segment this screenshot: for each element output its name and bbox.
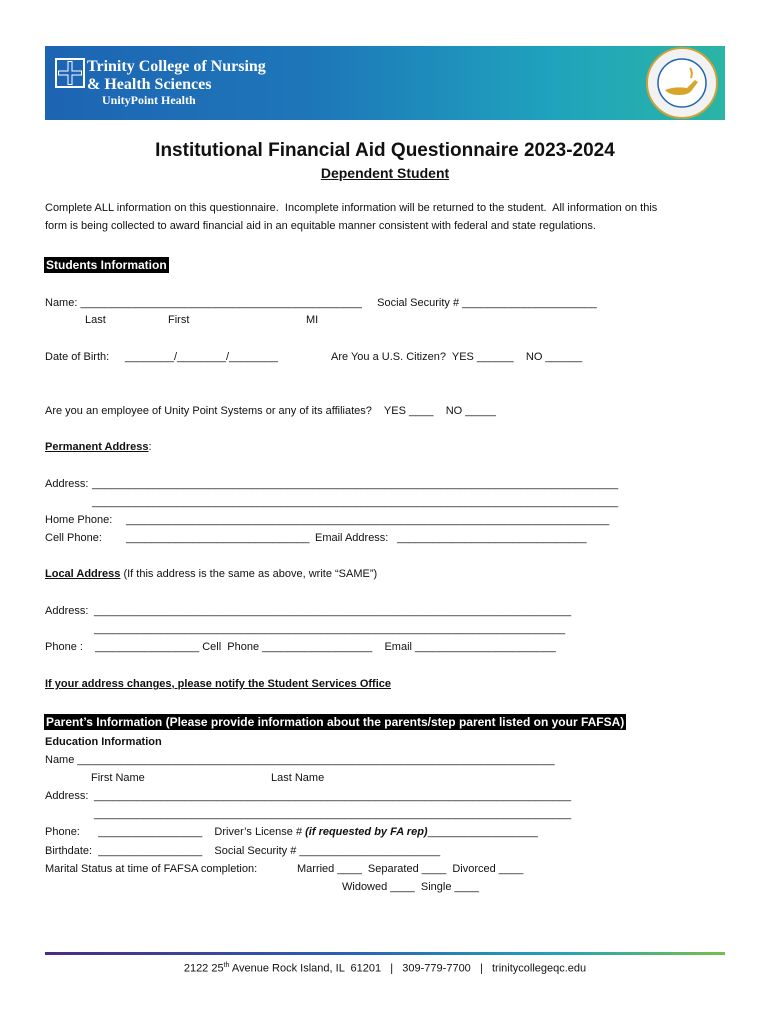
parent-phone-text: Phone: _________________ Driver’s License #	[45, 826, 306, 838]
page-title: Institutional Financial Aid Questionnaire 2023-2024	[155, 140, 615, 161]
parent-address-field[interactable]: ______________________________________________________________________________	[94, 790, 572, 802]
brand-line-1: Trinity College of Nursing	[87, 58, 266, 75]
parent-last-name-label: Last Name	[271, 772, 325, 784]
permanent-address-title: Permanent Address	[45, 441, 149, 453]
permanent-address-field-2[interactable]: ______________________________________________________________________________________	[92, 496, 619, 508]
parent-birthdate-ssn-line[interactable]: Birthdate: _________________ Social Security # _______________________	[45, 845, 441, 857]
name-sublabel-last: Last	[85, 314, 106, 326]
citizen-question[interactable]: Are You a U.S. Citizen? YES ______ NO ______	[331, 351, 583, 363]
name-sublabel-mi: MI	[306, 314, 319, 326]
cell-phone-label: Cell Phone:	[45, 532, 102, 544]
marital-options-1[interactable]: Married ____ Separated ____ Divorced ____	[297, 863, 524, 875]
dob-field[interactable]: ________/________/________	[125, 351, 278, 363]
email-field[interactable]: _______________________________	[397, 532, 587, 544]
home-phone-field[interactable]: _______________________________________________________________________________	[126, 514, 610, 526]
students-section-heading: Students Information	[46, 258, 167, 272]
college-seal-icon	[643, 46, 721, 120]
local-phone-line[interactable]: Phone : _________________ Cell Phone __________________ Email _______________________	[45, 641, 556, 653]
footer-street-suffix: th	[223, 962, 230, 969]
local-address-note: (If this address is the same as above, write “SAME”)	[120, 568, 378, 580]
permanent-address-colon: :	[148, 441, 152, 453]
parent-first-name-label: First Name	[91, 772, 145, 784]
home-phone-label: Home Phone:	[45, 514, 113, 526]
parents-section-heading: Parent’s Information (Please provide information about the parents/step parent listed on your FAFSA)	[46, 715, 625, 729]
local-address-label: Address:	[45, 605, 89, 617]
license-blank: __________________	[427, 826, 538, 838]
permanent-address-label: Address:	[45, 478, 89, 490]
parent-address-field-2[interactable]: ______________________________________________________________________________	[94, 808, 572, 820]
page-subtitle: Dependent Student	[320, 165, 450, 181]
brand-line-3: UnityPoint Health	[102, 93, 196, 107]
local-address-heading	[45, 568, 377, 580]
permanent-address-heading	[45, 441, 152, 453]
permanent-address-field[interactable]: ______________________________________________________________________________________	[92, 478, 619, 490]
header-banner	[45, 46, 725, 120]
email-label: Email Address:	[315, 532, 389, 544]
footer-street-number: 2122 25	[183, 962, 224, 975]
name-sublabel-first: First	[168, 314, 190, 326]
license-note: (if requested by FA rep)	[305, 826, 428, 838]
footer-divider	[45, 952, 725, 955]
intro-line-2: form is being collected to award financial aid in an equitable manner consistent with federal and state regulations.	[45, 220, 596, 232]
local-address-field[interactable]: ______________________________________________________________________________	[94, 605, 572, 617]
dob-label: Date of Birth:	[45, 351, 110, 363]
parent-address-label: Address:	[45, 790, 89, 802]
parent-name-field[interactable]: Name ______________________________________________________________________________	[45, 754, 555, 766]
intro-line-1: Complete ALL information on this questionnaire. Incomplete information will be returned to the student. All information on this	[45, 202, 658, 214]
local-address-title: Local Address	[45, 568, 121, 580]
footer-address-rest: Avenue Rock Island, IL 61201 | 309-779-7700 | trinitycollegeqc.edu	[229, 962, 587, 975]
parent-phone-license-line[interactable]	[45, 826, 538, 838]
employee-question[interactable]: Are you an employee of Unity Point Systems or any of its affiliates? YES ____ NO _____	[45, 405, 496, 417]
marital-status-label: Marital Status at time of FAFSA completion:	[45, 863, 258, 875]
local-address-field-2[interactable]: _____________________________________________________________________________	[94, 623, 566, 635]
student-name-field[interactable]: Name: ______________________________________________ Social Security # ______________________	[45, 297, 597, 309]
brand-line-2: & Health Sciences	[87, 76, 212, 93]
cross-logo-icon	[55, 58, 85, 88]
cell-phone-field[interactable]: ______________________________	[126, 532, 310, 544]
education-info-label: Education Information	[45, 736, 162, 748]
footer-contact	[0, 962, 770, 975]
address-change-notice: If your address changes, please notify the Student Services Office	[45, 678, 391, 690]
marital-options-2[interactable]: Widowed ____ Single ____	[342, 881, 479, 893]
